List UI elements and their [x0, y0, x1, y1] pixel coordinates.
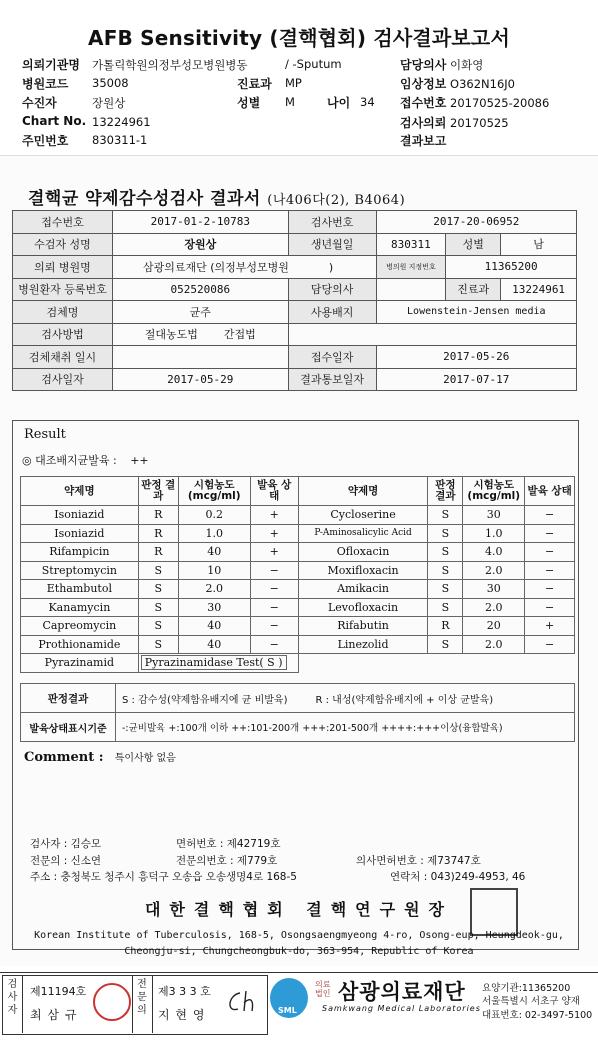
- dept-label: 진료과: [237, 77, 272, 91]
- growth: −: [250, 635, 298, 654]
- drug-name: Rifampicin: [21, 543, 139, 562]
- report-title: AFB Sensitivity (결핵협회) 검사결과보고서: [88, 26, 510, 50]
- sml-logo-text: SML: [278, 1006, 297, 1015]
- cell-label: 병원환자 등록번호: [13, 278, 113, 301]
- logo-sub: Samkwang Medical Laboratories: [322, 1004, 481, 1013]
- growth: −: [525, 543, 575, 562]
- institute-name: 대한결핵협회 결핵연구원장: [144, 900, 454, 919]
- growth: −: [250, 580, 298, 599]
- tester-license: 면허번호 : 제42719호: [176, 838, 281, 850]
- header-value: 장원상: [92, 96, 126, 110]
- growth: −: [525, 598, 575, 617]
- judgement: S: [138, 580, 178, 599]
- cell-label: 검사일자: [13, 368, 113, 391]
- header-value: 가톨릭학원의정부성모병원병동: [92, 58, 248, 72]
- growth: −: [525, 524, 575, 543]
- header-label: 수진자: [22, 96, 57, 110]
- col-header: 시험농도 (mcg/ml): [463, 477, 525, 506]
- table-row: [21, 506, 575, 525]
- control-growth: ◎ 대조배지균발육 : ++: [22, 454, 149, 467]
- test-no: 2017-20-06952: [376, 211, 576, 234]
- drug-name: Ethambutol: [21, 580, 139, 599]
- receipt-no: 2017-01-2-10783: [112, 211, 288, 234]
- col-header: 약제명: [21, 477, 139, 506]
- concentration: 30: [463, 580, 525, 599]
- header-label: 의뢰기관명: [22, 58, 80, 72]
- drug-name: Prothionamide: [21, 635, 139, 654]
- blank-cell: [298, 654, 574, 673]
- concentration: 2.0: [463, 598, 525, 617]
- growth: +: [250, 524, 298, 543]
- received-date: 2017-05-26: [376, 346, 576, 369]
- tester-stamp: [93, 983, 131, 1021]
- concentration: 40: [178, 617, 250, 636]
- header-value: 이화영: [450, 58, 484, 72]
- header-label: Chart No.: [22, 114, 87, 128]
- media: Lowenstein-Jensen media: [376, 301, 576, 324]
- judgement: S: [428, 524, 463, 543]
- dept-no: 13224961: [501, 278, 577, 301]
- header-value: 13224961: [92, 115, 151, 129]
- cell-label: 검체명: [13, 301, 113, 324]
- cell-label: 접수일자: [288, 346, 376, 369]
- sex-label: 성별: [237, 96, 261, 110]
- tester: 검사자 : 김승모: [30, 838, 102, 850]
- specimen-value: / -Sputum: [285, 57, 342, 71]
- judgement: R: [428, 617, 463, 636]
- divider: [22, 975, 23, 1033]
- header-label: 결과보고: [400, 134, 447, 148]
- table-row: [21, 561, 575, 580]
- header-label: 임상정보: [400, 77, 447, 91]
- concentration: 2.0: [463, 635, 525, 654]
- judgement: S: [138, 617, 178, 636]
- growth: +: [250, 543, 298, 562]
- header-label: 접수번호: [400, 96, 447, 110]
- growth: −: [250, 561, 298, 580]
- institute-address-en: Korean Institute of Tuberculosis, 168-5, Osongsaengmyeong 4-ro, Osong-eup, Heungdeok-gu,: [34, 930, 564, 941]
- header-value: 20170525-20086: [450, 96, 550, 110]
- drug-name: Kanamycin: [21, 598, 139, 617]
- concentration: 20: [463, 617, 525, 636]
- growth: −: [525, 635, 575, 654]
- judgement: S: [428, 561, 463, 580]
- judgement: S: [428, 543, 463, 562]
- header-label: 검사의뢰: [400, 116, 447, 130]
- tester-tag: 검사자: [7, 979, 18, 1016]
- header-value: 35008: [92, 76, 129, 90]
- specialist-tag: 전문의: [137, 979, 147, 1016]
- judgement: R: [138, 543, 178, 562]
- judgement: S: [138, 598, 178, 617]
- concentration: 30: [178, 598, 250, 617]
- lab-code: 요양기관:11365200: [482, 983, 571, 994]
- blank-cell: [288, 323, 576, 346]
- concentration: 4.0: [463, 543, 525, 562]
- drug-name: Levofloxacin: [298, 598, 428, 617]
- cell-label: 검사번호: [288, 211, 376, 234]
- specimen: 균주: [112, 301, 288, 324]
- judgement: R: [138, 506, 178, 525]
- logo-text: 삼광의료재단: [338, 980, 466, 1004]
- col-header: 발육 상태: [525, 477, 575, 506]
- sex: 남: [501, 233, 577, 256]
- judgement: S: [428, 580, 463, 599]
- divider: [132, 975, 133, 1033]
- col-header: 발육 상태: [250, 477, 298, 506]
- col-header: 판정 결과: [428, 477, 463, 506]
- table-row: [21, 524, 575, 543]
- dob: 830311: [376, 233, 446, 256]
- cell-label: 수검자 성명: [13, 233, 113, 256]
- cell-label: 검체채취 일시: [13, 346, 113, 369]
- lab-address: 서울특별시 서초구 양재: [482, 996, 580, 1007]
- growth: −: [250, 617, 298, 636]
- judgement: S: [138, 635, 178, 654]
- susceptibility-table: [20, 476, 575, 673]
- pza-result: Pyrazinamidase Test( S ): [138, 654, 298, 673]
- cell-label: 진료과: [446, 278, 501, 301]
- growth: −: [525, 580, 575, 599]
- table-row: [21, 635, 575, 654]
- header-value: O362N16J0: [450, 77, 515, 91]
- header-value: 830311-1: [92, 133, 148, 147]
- concentration: 1.0: [178, 524, 250, 543]
- concentration: 2.0: [178, 580, 250, 599]
- specialist-name: 지 현 영: [158, 1008, 206, 1022]
- cell-label: 생년월일: [288, 233, 376, 256]
- institute-address-en: Cheongju-si, Chungcheongbuk-do, 363-954, Republic of Korea: [124, 946, 474, 957]
- growth-legend: -:균비발육 +:100개 이하 ++:101-200개 +++:201-500개 ++++:+++이상(융합발육): [116, 713, 575, 742]
- judgement: S: [428, 635, 463, 654]
- address: 주소 : 충청북도 청주시 흥덕구 오송읍 오송생명4로 168-5: [30, 871, 297, 883]
- concentration: 10: [178, 561, 250, 580]
- table-row: [21, 617, 575, 636]
- collect-date: [112, 346, 288, 369]
- doctor-license: 의사면허번호 : 제73747호: [356, 855, 481, 867]
- col-header: 판정 결과: [138, 477, 178, 506]
- growth: −: [250, 598, 298, 617]
- divider: [152, 975, 153, 1033]
- header-label: 병원코드: [22, 77, 69, 91]
- concentration: 2.0: [463, 561, 525, 580]
- drug-name: Ofloxacin: [298, 543, 428, 562]
- table-row: [21, 580, 575, 599]
- cell-label: 검사방법: [13, 323, 113, 346]
- drug-name: Linezolid: [298, 635, 428, 654]
- drug-name: Amikacin: [298, 580, 428, 599]
- judgement: S: [138, 561, 178, 580]
- phone: 연락처 : 043)249-4953, 46: [390, 871, 526, 883]
- tester-no: 제11194호: [30, 985, 87, 998]
- drug-name: Cycloserine: [298, 506, 428, 525]
- age-value: 34: [360, 95, 375, 109]
- growth: −: [525, 506, 575, 525]
- lab-phone: 대표번호: 02-3497-5100: [482, 1010, 593, 1021]
- table-row: [21, 598, 575, 617]
- judgement: S: [428, 506, 463, 525]
- registration-no: 052520086: [112, 278, 288, 301]
- signature-icon: [220, 985, 260, 1019]
- specialist-no: 제3 3 3 호: [158, 985, 211, 998]
- sex-value: M: [285, 95, 295, 109]
- table-header: [21, 477, 575, 506]
- drug-name: Moxifloxacin: [298, 561, 428, 580]
- age-label: 나이: [327, 96, 351, 110]
- legend-label: 발육상태표시기준: [21, 713, 116, 742]
- concentration: 1.0: [463, 524, 525, 543]
- designated-no: 11365200: [446, 256, 577, 279]
- cell-label: 병의원 지정번호: [376, 256, 446, 279]
- header-value: 20170525: [450, 116, 509, 130]
- legend-table: [20, 683, 575, 742]
- table-row: [21, 654, 575, 673]
- concentration: 0.2: [178, 506, 250, 525]
- drug-name: Isoniazid: [21, 506, 139, 525]
- cell-label: 접수번호: [13, 211, 113, 234]
- header-label: 주민번호: [22, 134, 69, 148]
- growth: +: [525, 617, 575, 636]
- tester-name: 최 삼 규: [30, 1008, 78, 1022]
- judgement: S: [428, 598, 463, 617]
- drug-name: Capreomycin: [21, 617, 139, 636]
- drug-name: P-Aminosalicylic Acid: [298, 524, 428, 543]
- legend-label: 판정결과: [21, 684, 116, 713]
- cell-label: 성별: [446, 233, 501, 256]
- method: 절대농도법 간접법: [112, 323, 288, 346]
- report-code: (나406다(2), B4064): [267, 193, 406, 208]
- dept-value: MP: [285, 76, 302, 90]
- doctor: [376, 278, 446, 301]
- concentration: 30: [463, 506, 525, 525]
- drug-name: Pyrazinamid: [21, 654, 139, 673]
- concentration: 40: [178, 543, 250, 562]
- header-label: 담당의사: [400, 58, 447, 72]
- drug-name: Streptomycin: [21, 561, 139, 580]
- logo-small: 의료 법인: [315, 980, 331, 998]
- judgement: R: [138, 524, 178, 543]
- drug-name: Rifabutin: [298, 617, 428, 636]
- cell-label: 결과통보일자: [288, 368, 376, 391]
- specialist: 전문의 : 신소연: [30, 855, 102, 867]
- specialist-license: 전문의번호 : 제779호: [176, 855, 278, 867]
- result-heading: Result: [24, 427, 66, 442]
- notify-date: 2017-07-17: [376, 368, 576, 391]
- comment: Comment : 특이사항 없음: [24, 750, 176, 765]
- cell-label: 의뢰 병원명: [13, 256, 113, 279]
- concentration: 40: [178, 635, 250, 654]
- col-header: 시험농도 (mcg/ml): [178, 477, 250, 506]
- hospital-name: 삼광의료재단 (의정부성모병원 ): [112, 256, 376, 279]
- patient-info-table: [12, 210, 577, 391]
- report-heading: 결핵균 약제감수성검사 결과서 (나406다(2), B4064): [28, 189, 406, 209]
- col-header: 약제명: [298, 477, 428, 506]
- judge-legend: S : 감수성(약제함유배지에 균 비발육) R : 내성(약제함유배지에 + 이상 균발육): [116, 684, 575, 713]
- institute-seal: [470, 888, 518, 936]
- patient-name: 장원상: [112, 233, 288, 256]
- growth: +: [250, 506, 298, 525]
- test-date: 2017-05-29: [112, 368, 288, 391]
- cell-label: 담당의사: [288, 278, 376, 301]
- growth: −: [525, 561, 575, 580]
- drug-name: Isoniazid: [21, 524, 139, 543]
- table-row: [21, 543, 575, 562]
- cell-label: 사용배지: [288, 301, 376, 324]
